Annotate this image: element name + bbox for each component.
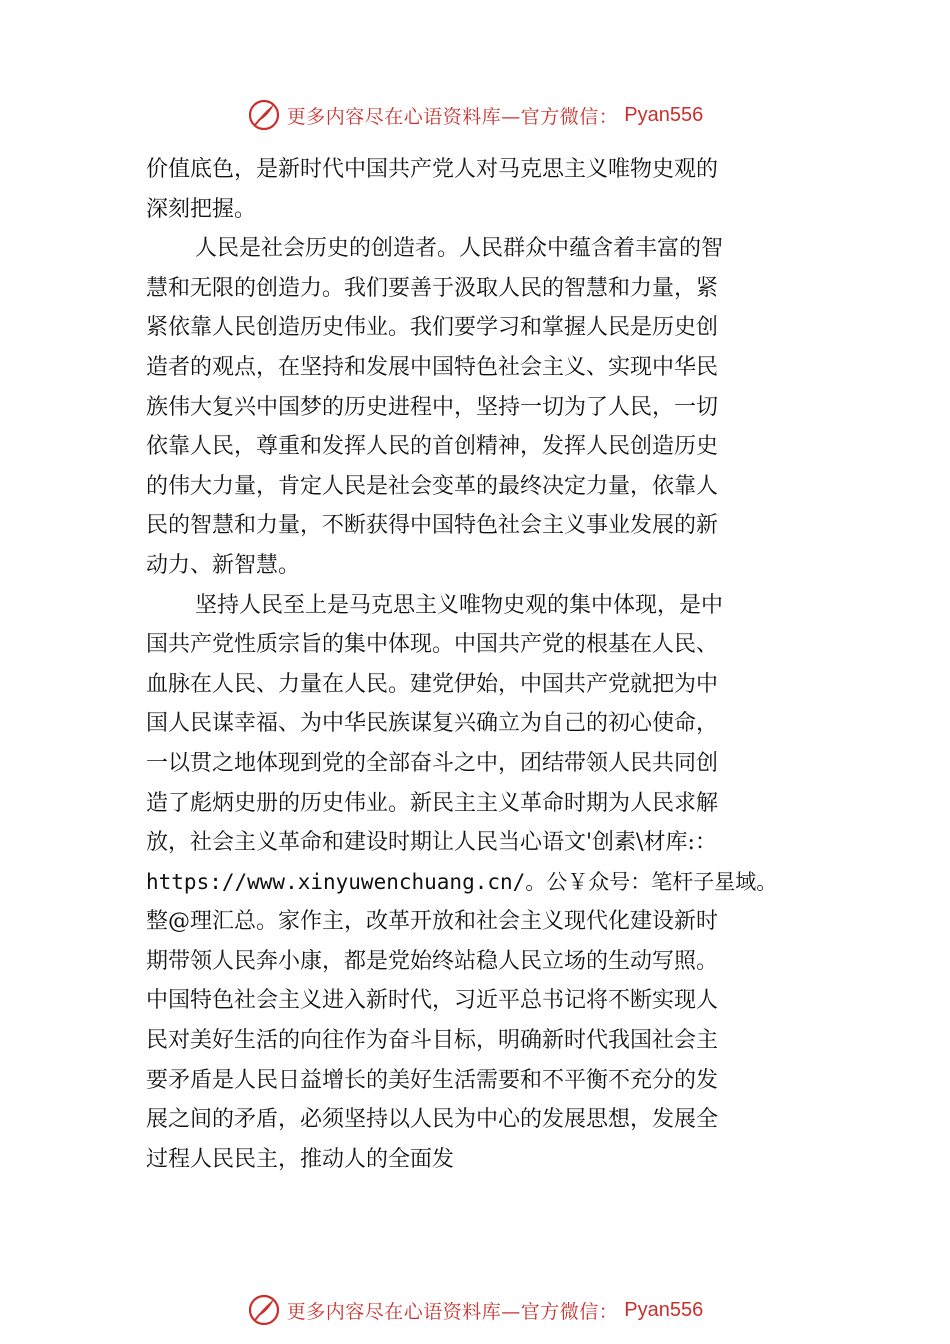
text-line: 造者的观点，在坚持和发展中国特色社会主义、实现中华民 (146, 354, 719, 380)
text-line: 国共产党性质宗旨的集中体现。中国共产党的根基在人民、 (146, 632, 719, 658)
text-line: 的伟大力量，肯定人民是社会变革的最终决定力量，依靠人 (146, 473, 719, 499)
text-line: 放，社会主义革命和建设时期让人民当心语文'创素\材库:： (146, 830, 717, 856)
paragraph-start: 坚持人民至上是马克思主义唯物史观的集中体现，是中 (195, 592, 724, 618)
text-line: 紧依靠人民创造历史伟业。我们要学习和掌握人民是历史创 (146, 315, 719, 341)
header-banner (0, 95, 950, 135)
text-line: 造了彪炳史册的历史伟业。新民主主义革命时期为人民求解 (146, 790, 719, 816)
text-line: 血脉在人民、力量在人民。建党伊始，中国共产党就把为中 (146, 671, 719, 697)
text-line: 价值底色，是新时代中国共产党人对马克思主义唯物史观的 (146, 157, 719, 182)
document-body (146, 150, 818, 1179)
text-line: 深刻把握。 (146, 196, 257, 222)
text-line: 族伟大复兴中国梦的历史进程中，坚持一切为了人民，一切 (146, 394, 719, 420)
banner-contact: Pyan556 (624, 103, 704, 126)
paragraph-start: 人民是社会历史的创造者。人民群众中蕴含着丰富的智 (195, 236, 724, 262)
text-line: 民对美好生活的向往作为奋斗目标，明确新时代我国社会主 (146, 1028, 719, 1054)
url-line: https://www.xinyuwenchuang.cn/。公￥众号：笔杆子星域。 (146, 869, 778, 894)
text-line: 国人民谋幸福、为中华民族谋复兴确立为自己的初心使命， (146, 711, 719, 737)
text-line: 一以贯之地体现到党的全部奋斗之中，团结带领人民共同创 (146, 750, 719, 776)
text-line: 要矛盾是人民日益增长的美好生活需要和不平衡不充分的发 (146, 1067, 719, 1093)
footer-banner (0, 1290, 950, 1330)
text-line: 展之间的矛盾，必须坚持以人民为中心的发展思想，发展全 (146, 1107, 719, 1133)
banner-contact: Pyan556 (624, 1298, 704, 1321)
text-line: 整@理汇总。家作主，改革开放和社会主义现代化建设新时 (146, 909, 719, 935)
quill-seal-icon (247, 98, 281, 132)
text-line: 依靠人民，尊重和发挥人民的首创精神，发挥人民创造历史 (146, 434, 719, 460)
banner-text: 更多内容尽在心语资料库—官方微信： (286, 1300, 619, 1323)
text-line: 慧和无限的创造力。我们要善于汲取人民的智慧和力量，紧 (146, 275, 719, 301)
text-line: 期带领人民奔小康，都是党始终站稳人民立场的生动写照。 (146, 948, 719, 974)
banner-text: 更多内容尽在心语资料库—官方微信： (286, 105, 619, 128)
text-line: 动力、新智慧。 (146, 552, 301, 578)
text-line: 过程人民民主，推动人的全面发 (146, 1146, 455, 1172)
text-line: 民的智慧和力量，不断获得中国特色社会主义事业发展的新 (146, 513, 719, 539)
quill-seal-icon (247, 1293, 281, 1327)
text-line: 中国特色社会主义进入新时代，习近平总书记将不断实现人 (146, 988, 719, 1014)
